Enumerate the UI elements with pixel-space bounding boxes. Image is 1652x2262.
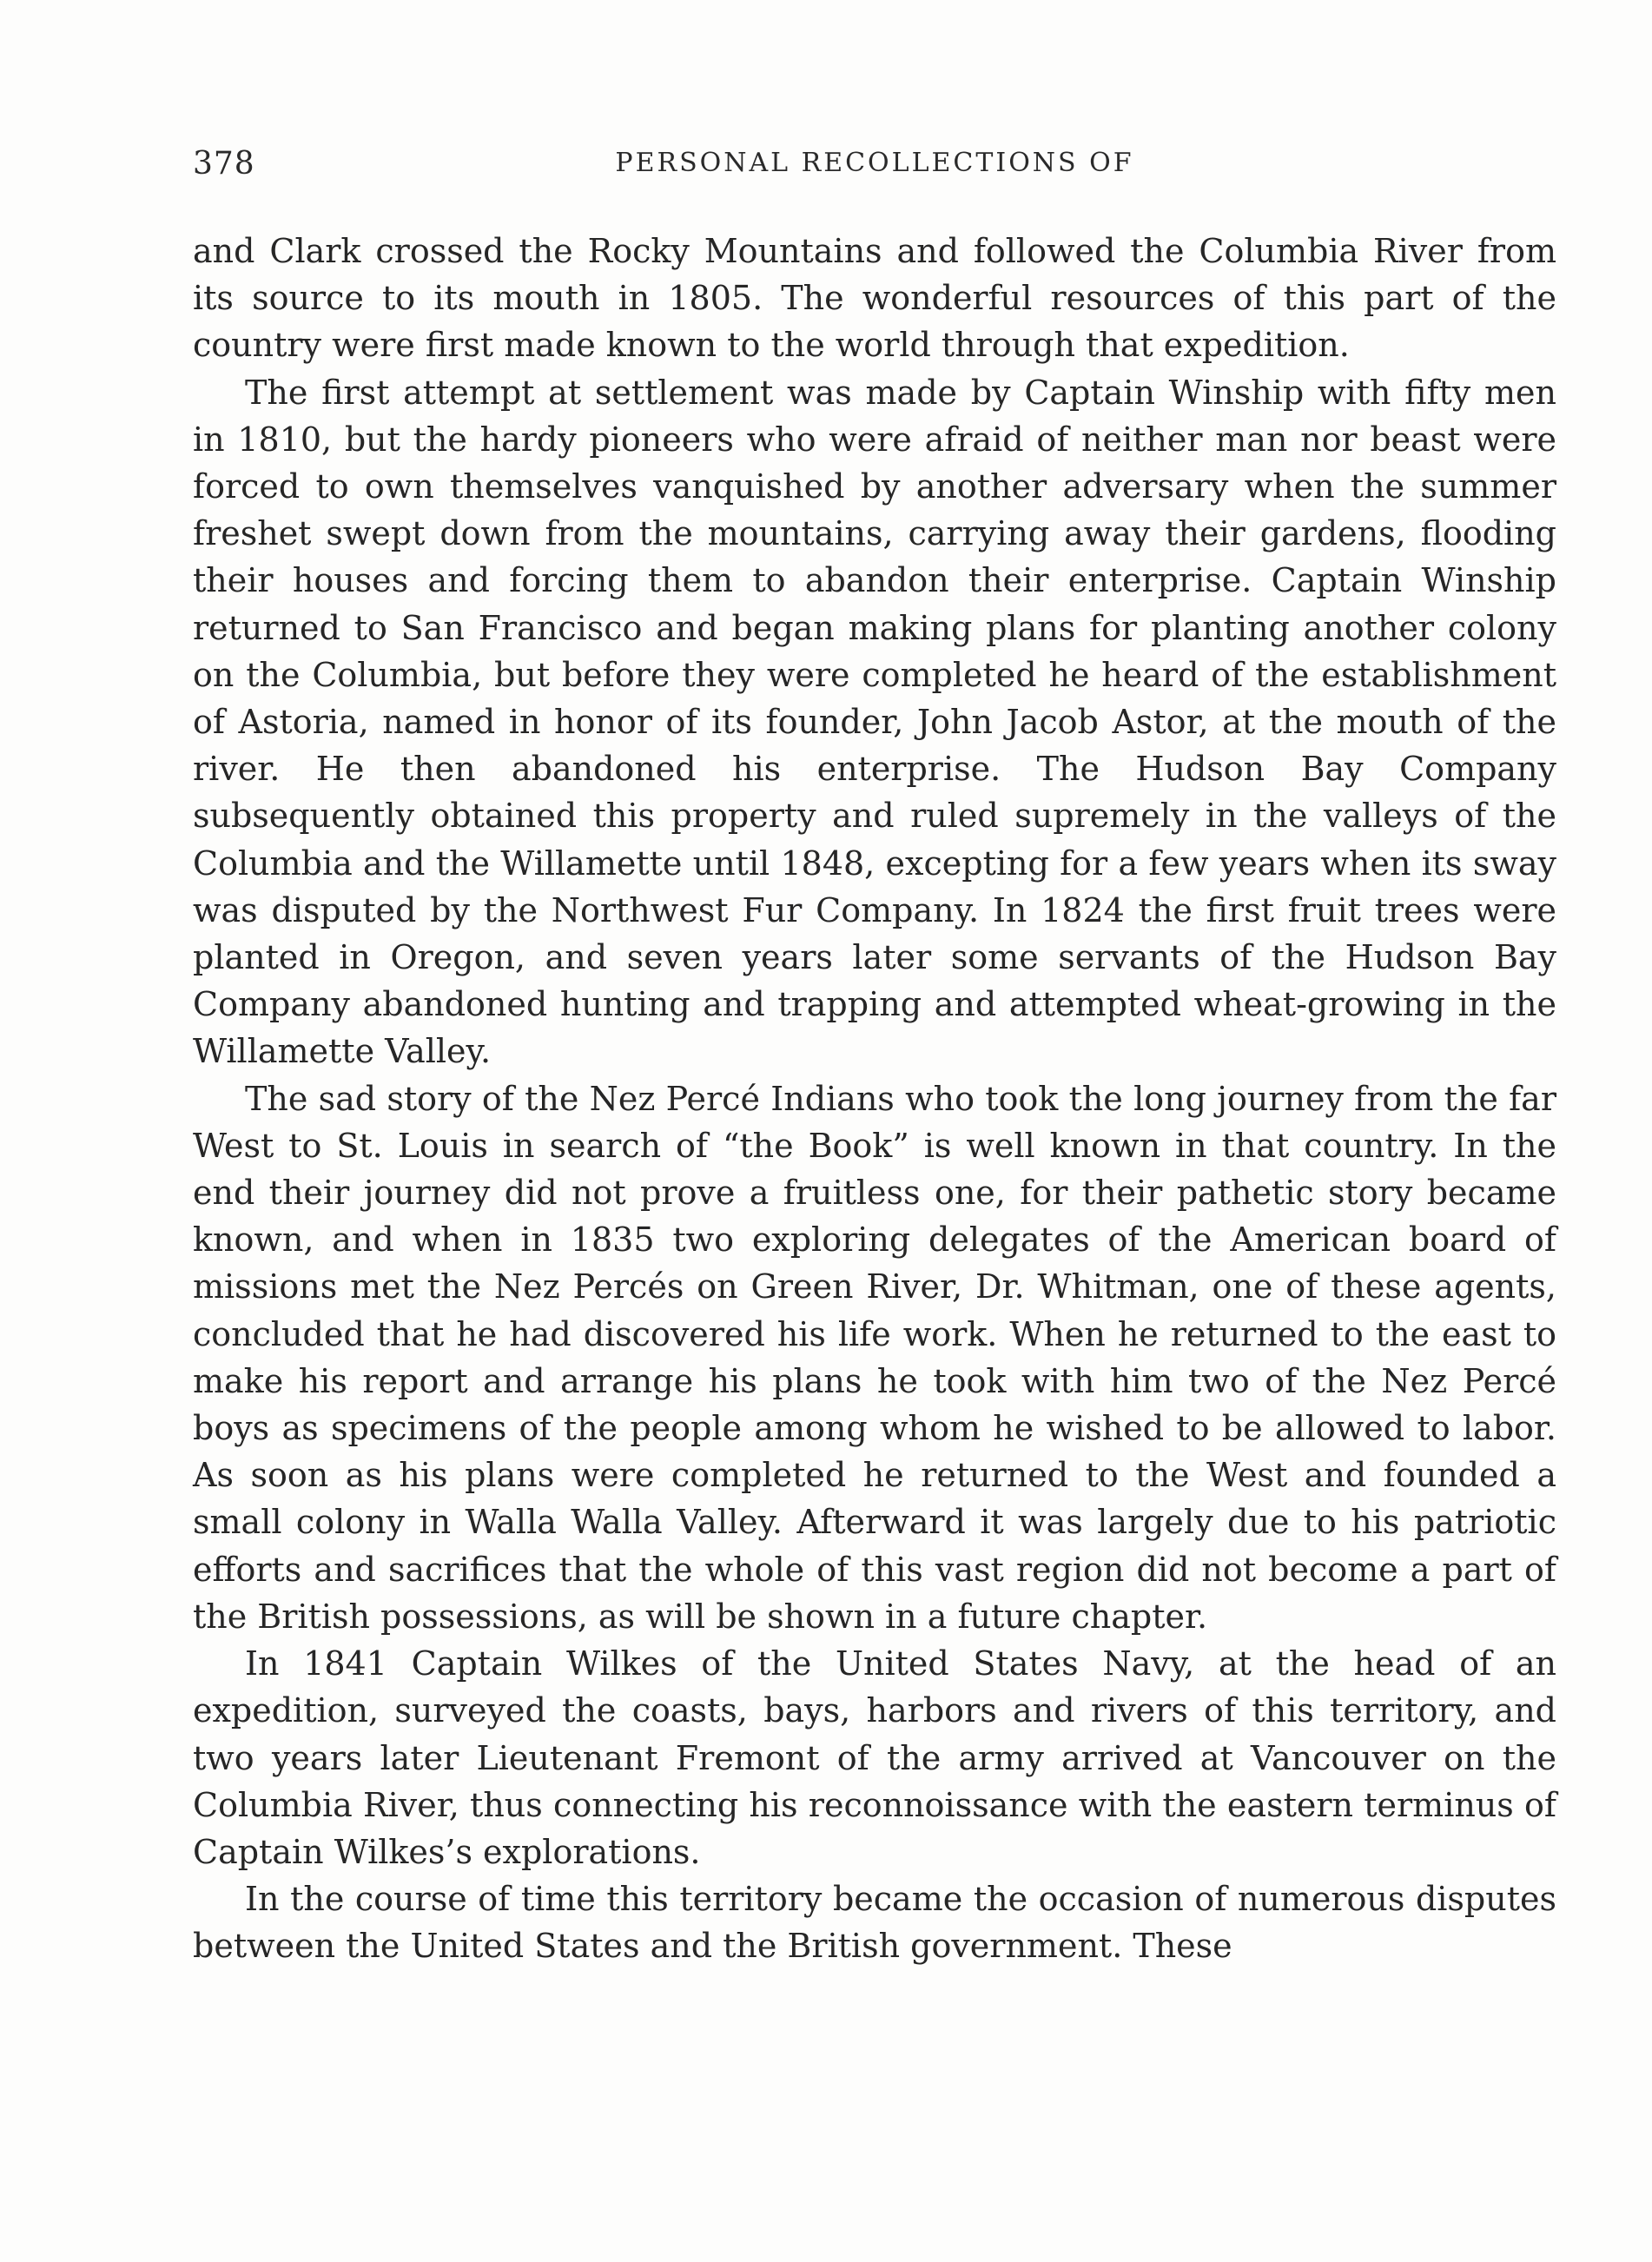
paragraph-continued: and Clark crossed the Rocky Mountains and followed the Columbia River from its source to its mouth in 1805. The wonderful resources of this part of the country were first made known to the world through that expedition. bbox=[193, 232, 1556, 365]
paragraph-nez-perce: The sad story of the Nez Percé Indians who took the long journey from the far West to St. Louis in search of “the Book” is well known in that country. In the end their journey did not prove a fruitless one, for their pathetic story became known, and when in 1835 two exploring delegates of the American board of missions met the Nez Percés on Green River, Dr. Whitman, one of these agents, concluded that he had discovered his life work. When he returned to the east to make his report and arrange his plans he took with him two of the Nez Percé boys as specimens of the people among whom he wished to be allowed to labor. As soon as his plans were completed he returned to the West and founded a small colony in Walla Walla Valley. Afterward it was largely due to his patriotic efforts and sacrifices that the whole of this vast region did not become a part of the British possessions, as will be shown in a future chapter. bbox=[193, 1079, 1556, 1636]
paragraph-wilkes: In 1841 Captain Wilkes of the United States Navy, at the head of an expedition, surveyed the coasts, bays, harbors and rivers of this territory, and two years later Lieutenant Fremont of the army arrived at Vancouver on the Columbia River, thus connecting his reconnoissance with the eastern terminus of Captain Wilkes’s explorations. bbox=[193, 1644, 1556, 1871]
paragraph-winship: The first attempt at settlement was made by Captain Winship with fifty men in 1810, but the hardy pioneers who were afraid of neither man nor beast were forced to own themselves vanquished by another adversary when the summer freshet swept down from the mountains, carrying away their gardens, flooding their houses and forcing them to abandon their enterprise. Captain Winship returned to San Francisco and began making plans for planting another colony on the Columbia, but before they were completed he heard of the establishment of Astoria, named in honor of its founder, John Jacob Astor, at the mouth of the river. He then abandoned his enterprise. The Hudson Bay Company subsequently obtained this property and ruled supremely in the valleys of the Columbia and the Willamette until 1848, excepting for a few years when its sway was disputed by the Northwest Fur Company. In 1824 the first fruit trees were planted in Oregon, and seven years later some servants of the Hudson Bay Company abandoned hunting and trapping and attempted wheat-growing in the Willamette Valley. bbox=[193, 373, 1556, 1071]
page-number: 378 bbox=[193, 146, 255, 182]
page-header bbox=[193, 146, 1556, 198]
body-text bbox=[193, 228, 1556, 1970]
paragraph-disputes: In the course of time this territory became the occasion of numerous disputes between the United States and the British government. These bbox=[193, 1880, 1556, 1966]
running-head: PERSONAL RECOLLECTIONS OF bbox=[615, 148, 1134, 178]
